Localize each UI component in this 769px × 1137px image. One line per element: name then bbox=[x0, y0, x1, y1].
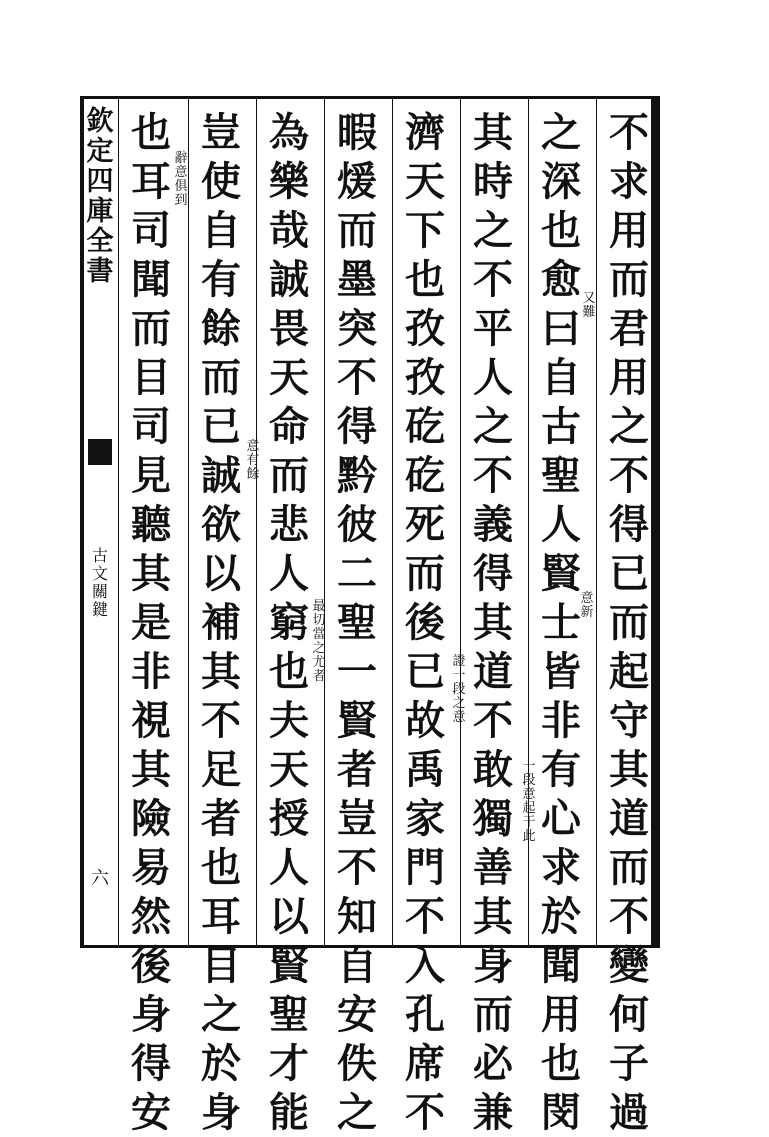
text-column-5: 暇 煖 而 墨 突 不 得 黔 彼 二 聖 一 賢 者 豈 不 知 自 安 佚 之 bbox=[337, 109, 377, 1136]
column-divider bbox=[256, 99, 257, 945]
text-column-7: 豈 使 自 有 餘 而 已 誠 欲 以 補 其 不 足 者 也 耳 目 之 於 身 bbox=[201, 109, 241, 1136]
annotation-note: 一 段 意 起 干 此 bbox=[522, 759, 536, 844]
text-column-8: 也 耳 司 聞 而 目 司 見 聽 其 是 非 視 其 險 易 然 後 身 得 安 bbox=[131, 109, 171, 1136]
annotation-note: 意 有 餘 bbox=[246, 439, 260, 482]
column-divider bbox=[460, 99, 461, 945]
column-divider bbox=[324, 99, 325, 945]
column-divider bbox=[392, 99, 393, 945]
text-column-6: 為 樂 哉 誠 畏 天 命 而 悲 人 窮 也 夫 天 授 人 以 賢 聖 才 能 bbox=[269, 109, 309, 1136]
spine-subtitle: 古 文 關 鍵 bbox=[91, 546, 108, 619]
annotation-note: 意 新 bbox=[580, 591, 594, 620]
text-column-1: 不 求 用 而 君 用 之 不 得 已 而 起 守 其 道 而 不 變 何 子 過 bbox=[609, 109, 649, 1136]
text-column-2: 之 深 也 愈 曰 自 古 聖 人 賢 士 皆 非 有 心 求 於 聞 用 也 閔 bbox=[541, 109, 581, 1136]
text-column-4: 濟 天 下 也 孜 孜 矻 矻 死 而 後 已 故 禹 家 門 不 入 孔 席 不 bbox=[405, 109, 445, 1136]
annotation-note: 辭 意 俱 到 bbox=[174, 151, 188, 208]
page-number: 六 bbox=[91, 868, 109, 889]
text-column-3: 其 時 之 不 平 人 之 不 義 得 其 道 不 敢 獨 善 其 身 而 必 兼 bbox=[473, 109, 513, 1136]
spine-column bbox=[82, 99, 119, 945]
column-divider bbox=[188, 99, 189, 945]
column-divider bbox=[596, 99, 597, 945]
annotation-note: 證 一 段 之 意 bbox=[452, 654, 466, 725]
fish-tail-mark bbox=[88, 439, 112, 465]
spine-title: 欽 定 四 庫 全 書 bbox=[86, 106, 114, 287]
annotation-note: 最 切 當 之 尤 者 bbox=[312, 599, 326, 684]
annotation-note: 又 難 bbox=[582, 291, 596, 320]
